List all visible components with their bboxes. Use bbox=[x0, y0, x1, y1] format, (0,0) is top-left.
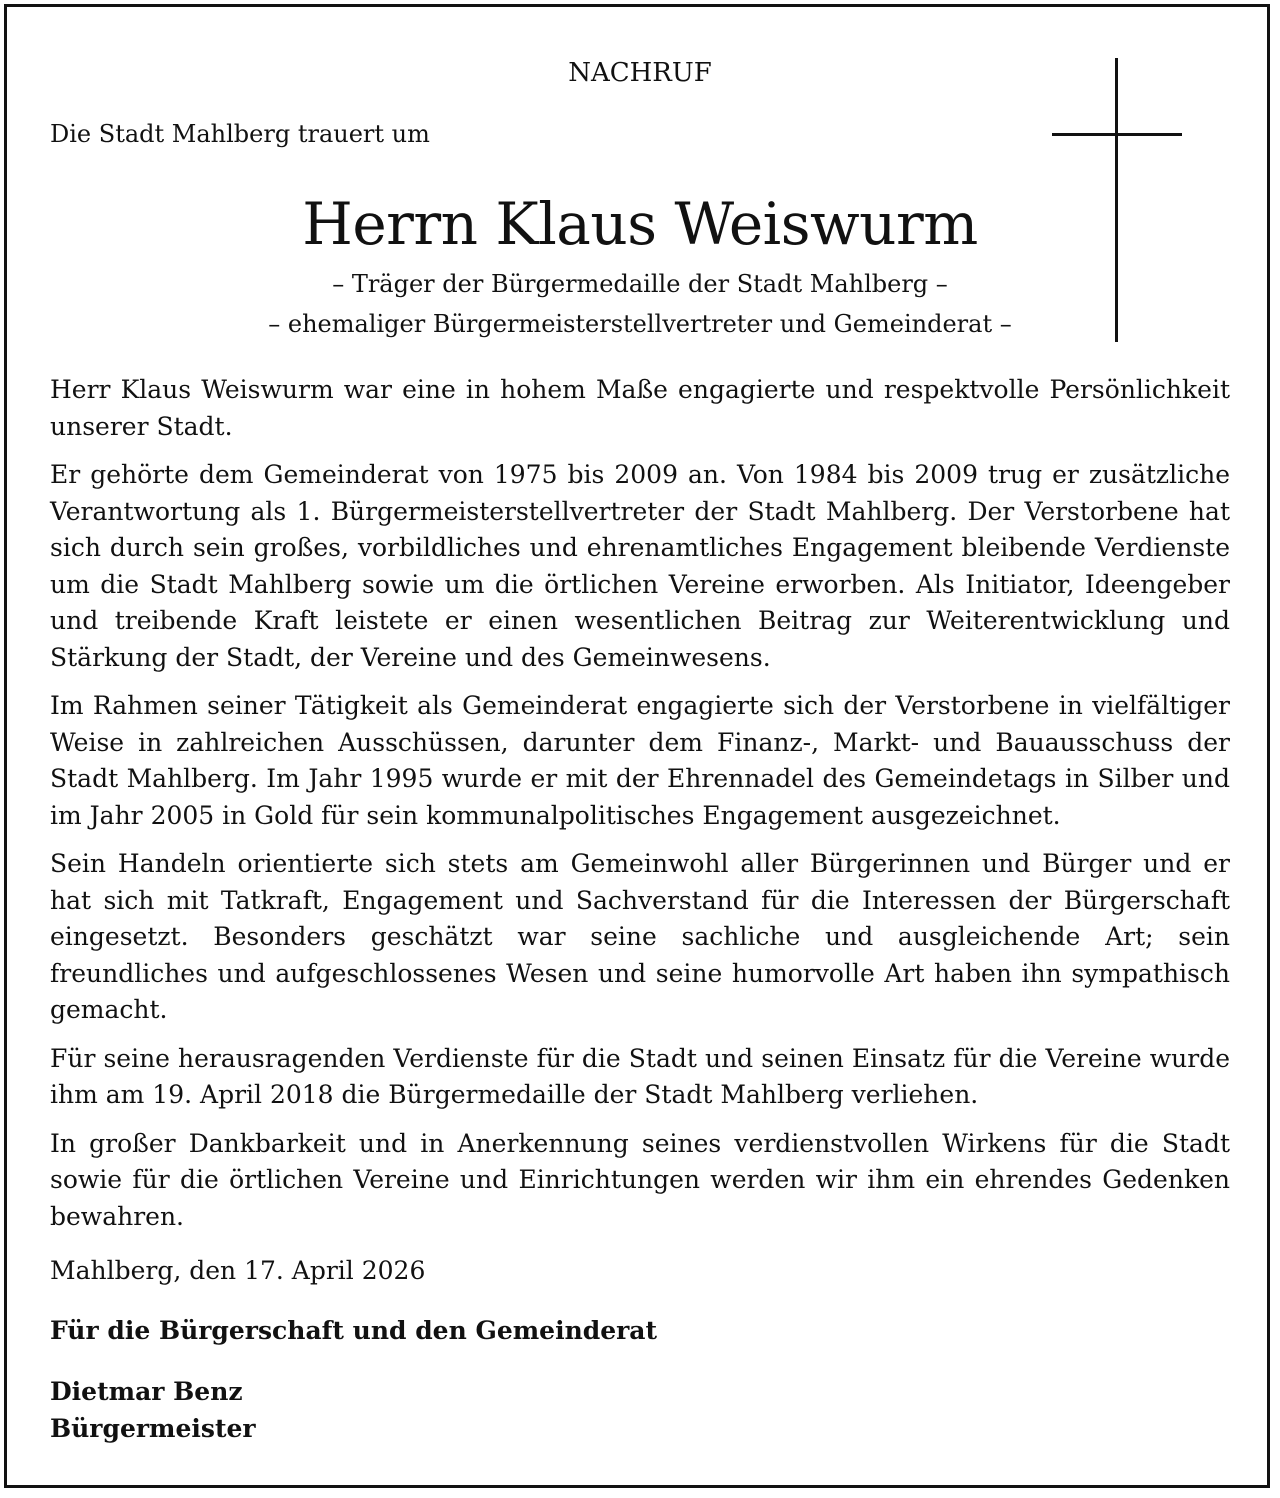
subtitle-office: – ehemaliger Bürgermeisterstellvertreter und Gemeinderat – bbox=[268, 310, 1012, 338]
deceased-name: Herrn Klaus Weiswurm bbox=[302, 190, 978, 258]
paragraph: In großer Dankbarkeit und in Anerkennung seines verdienstvollen Wirkens für die Stadt sowie für die örtlichen Vereine und Einrichtungen werden wir ihm ein ehrendes Gedenken bewahren. bbox=[50, 1128, 1230, 1231]
cross-horizontal-bar bbox=[1052, 133, 1182, 136]
signature-on-behalf: Für die Bürgerschaft und den Gemeinderat bbox=[50, 1316, 658, 1345]
paragraph: Im Rahmen seiner Tätigkeit als Gemeinderat engagierte sich der Verstorbene in vielfältiger Weise in zahlreichen Ausschüssen, darunter dem Finanz-, Markt- und Bauausschuss der Stadt Mahlberg. Im Jahr 1995 wurde er mit der Ehrennadel des Gemeindetags in Silber und im Jahr 2005 in Gold für sein kommunalpolitisches Engagement ausgezeichnet. bbox=[50, 691, 1230, 830]
paragraph: Sein Handeln orientierte sich stets am Gemeinwohl aller Bürgerinnen und Bürger und er hat sich mit Tatkraft, Engagement und Sachverstand für die Interessen der Bürgerschaft eingesetzt. Besonders geschätzt war seine sachliche und ausgleichende Art; sein freundliches und aufgeschlossenes Wesen und seine humorvolle Art haben ihn sympathisch gemacht. bbox=[50, 849, 1230, 1024]
obituary-body bbox=[50, 372, 1230, 1247]
paragraph: Für seine herausragenden Verdienste für die Stadt und seinen Einsatz für die Vereine wurde ihm am 19. April 2018 die Bürgermedaille der Stadt Mahlberg verliehen. bbox=[50, 1043, 1230, 1109]
signature-title: Bürgermeister bbox=[50, 1414, 256, 1443]
intro-line: Die Stadt Mahlberg trauert um bbox=[50, 120, 430, 148]
subtitle-honor: – Träger der Bürgermedaille der Stadt Mahlberg – bbox=[332, 270, 948, 298]
signature-name: Dietmar Benz bbox=[50, 1377, 243, 1406]
paragraph: Er gehörte dem Gemeinderat von 1975 bis 2009 an. Von 1984 bis 2009 trug er zusätzliche Verantwortung als 1. Bürgermeisterstellvertreter der Stadt Mahlberg. Der Verstorbene hat sich durch sein großes, vorbildliches und ehrenamtliches Engagement bleibende Verdienste um die Stadt Mahlberg sowie um die örtlichen Vereine erworben. Als Initiator, Ideengeber und treibende Kraft leistete er einen wesentlichen Beitrag zur Weiterentwicklung und Stärkung der Stadt, der Vereine und des Gemeinwesens. bbox=[50, 460, 1230, 672]
notice-heading: NACHRUF bbox=[568, 58, 712, 88]
paragraph: Herr Klaus Weiswurm war eine in hohem Maße engagierte und respektvolle Persönlichkeit unserer Stadt. bbox=[50, 375, 1230, 441]
place-date: Mahlberg, den 17. April 2026 bbox=[50, 1256, 426, 1285]
